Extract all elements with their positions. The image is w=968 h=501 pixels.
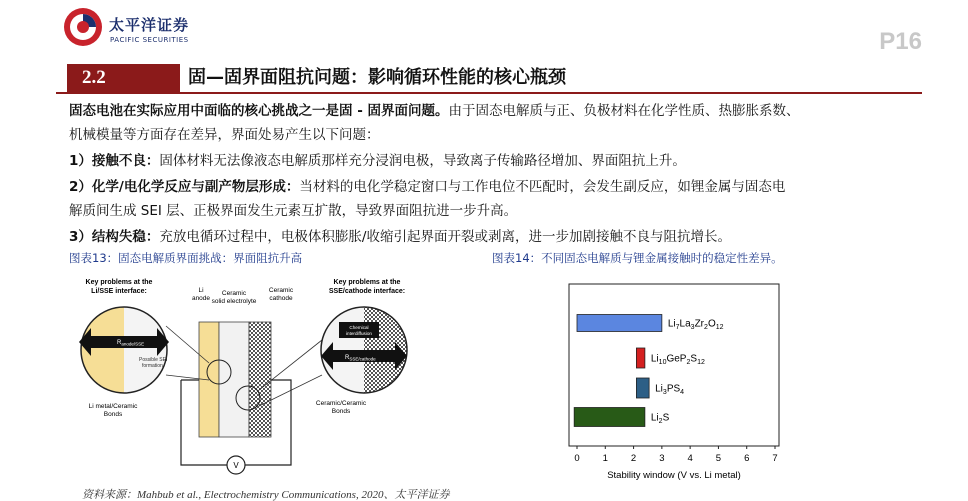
x-tick-label: 2	[630, 453, 637, 464]
point-2-label: 2）化学/电化学反应与副产物层形成：	[69, 179, 300, 195]
point-2	[69, 177, 785, 197]
ceramic-electrolyte-label-2: solid electrolyte	[211, 298, 257, 305]
point-3	[69, 227, 731, 247]
point-1	[69, 151, 686, 171]
point-1-label: 1）接触不良：	[69, 153, 160, 169]
left-circle-title-2: Li/SSE interface:	[91, 288, 147, 295]
intro-bold-text: 固态电池在实际应用中面临的核心挑战之一是固 - 固界面问题。	[69, 103, 449, 119]
logo-chinese-name: 太平洋证券	[109, 16, 190, 34]
left-magnifier-circle	[79, 305, 169, 395]
figure-13-caption: 图表13：固态电解质界面挑战：界面阻抗升高	[69, 251, 303, 265]
left-bottom-label-2: Bonds	[103, 411, 123, 418]
right-magnifier-circle	[319, 305, 409, 395]
section-title: 固—固界面阻抗问题：影响循环性能的核心瓶颈	[188, 67, 566, 88]
chart-bar-label: $Li_3PS_4$	[655, 383, 685, 396]
chem-label-1: Chemical	[349, 325, 369, 330]
point-2-line-2: 解质间生成 SEI 层、正极界面发生元素互扩散，导致界面阻抗进一步升高。	[69, 203, 518, 219]
ceramic-electrolyte-label-1: Ceramic	[221, 290, 247, 297]
r-cathode-label: $R_{SSE/cathode}$	[345, 355, 376, 362]
right-circle-title-1: Key problems at the	[333, 279, 401, 286]
right-circle-title-2: SSE/cathode interface:	[328, 288, 406, 295]
chart-bar-label: $Li_{10}GeP_2S_{12}$	[650, 353, 705, 366]
r-anode-label: $R_{anode/SSE}$	[117, 340, 145, 347]
company-logo	[62, 6, 232, 50]
x-tick-label: 0	[574, 453, 580, 464]
right-bottom-label-2: Bonds	[331, 408, 351, 415]
section-title-bar	[56, 62, 922, 94]
point-3-label: 3）结构失稳：	[69, 229, 160, 245]
section-number: 2.2	[67, 64, 180, 92]
point-1-text: 固体材料无法像液态电解质那样充分浸润电极，导致离子传输路径增加、界面阻抗上升。	[159, 153, 686, 169]
sei-label-1: Possible SEI	[139, 357, 168, 363]
x-tick-label: 5	[715, 453, 722, 464]
ceramic-cathode-label-1: Ceramic	[268, 287, 294, 294]
sei-label-2: formation	[142, 363, 163, 369]
chart-bar-label: $Li_2S$	[650, 412, 670, 425]
x-tick-label: 7	[772, 453, 778, 464]
li-anode-label-2: anode	[191, 295, 211, 302]
x-tick-label: 1	[602, 453, 608, 464]
cathode-layer	[249, 322, 271, 437]
chart-x-axis-label: Stability window (V vs. Li metal)	[607, 470, 741, 481]
voltmeter-label: V	[233, 461, 239, 470]
source-note: 资料来源：Mahbub et al., Electrochemistry Communications, 2020、太平洋证券	[82, 489, 450, 501]
chart-bar	[574, 408, 645, 427]
chart-bar-label: $Li_7La_3Zr_2O_{12}$	[667, 318, 724, 331]
electrolyte-layer	[219, 322, 249, 437]
logo-english-name: PACIFIC SECURITIES	[110, 36, 189, 44]
point-3-text: 充放电循环过程中，电极体积膨胀/收缩引起界面开裂或剥离，进一步加剧接触不良与阻抗增长。	[159, 229, 731, 245]
chart-x-ticks-group	[574, 446, 777, 464]
chart-bar	[636, 378, 649, 398]
point-2-text: 当材料的电化学稳定窗口与工作电位不匹配时，会发生副反应，如锂金属与固态电	[299, 179, 786, 195]
page-number: P16	[879, 28, 922, 55]
chart-bar	[636, 348, 644, 368]
ceramic-cathode-label-2: cathode	[269, 295, 293, 302]
intro-paragraph-line-1	[69, 101, 800, 121]
interface-diagram	[69, 270, 439, 485]
intro-rest-text: 由于固态电解质与正、负极材料在化学性质、热膨胀系数、	[448, 103, 800, 119]
intro-paragraph-line-2: 机械模量等方面存在差异，界面处易产生以下问题：	[69, 127, 380, 143]
chart-bar	[577, 315, 662, 332]
figure-14-caption: 图表14：不同固态电解质与锂金属接触时的稳定性差异。	[492, 251, 783, 265]
chem-label-2: interdiffusion	[346, 331, 372, 336]
x-tick-label: 4	[687, 453, 693, 464]
left-circle-title-1: Key problems at the	[85, 279, 153, 286]
li-anode-label-1: Li	[198, 287, 204, 294]
left-bottom-label-1: Li metal/Ceramic	[88, 403, 138, 410]
x-tick-label: 6	[744, 453, 750, 464]
right-bottom-label-1: Ceramic/Ceramic	[315, 400, 367, 407]
logo-emblem-icon	[62, 6, 104, 48]
x-tick-label: 3	[659, 453, 665, 464]
stability-window-chart	[545, 270, 815, 485]
